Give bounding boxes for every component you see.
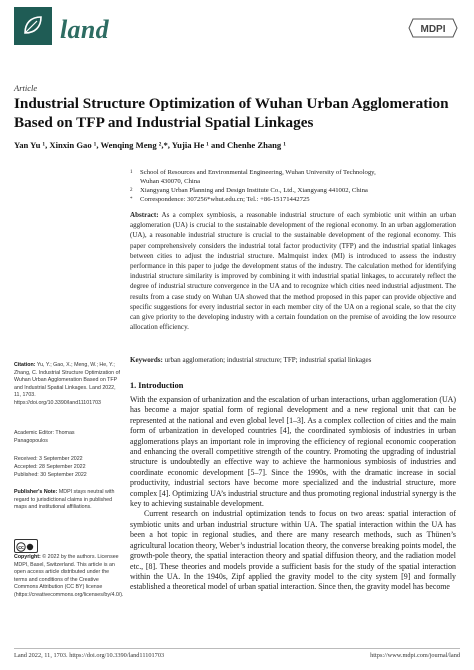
abstract: [130, 210, 456, 332]
mdpi-logo[interactable]: [408, 18, 458, 38]
affiliation-1: 1 School of Resources and Environmental Engineering, Wuhan University of Technology,: [130, 169, 376, 176]
paragraph: Current research on industrial optimization tends to focus on two areas: spatial interaction of symbiotic units and urban industrial structure within UA. The spatial interaction within the UA has been a hot topic in regional studies, and there are many research methods, such as Thünen’s agricultural location theory, Weber’s industrial location theory, the converse breaking points model, the growth-pole theory, the spatial interaction theory and spatial diffusion theory, and the radiation model etc., [8]. These theories and models provide a sufficient basis for the study of the spatial interaction within the UA. In the 1940s, Zipf applied the gravity model to the city system [9] and formally established a theoretical model of urban spatial interaction. Since then, the gravity model has become: [130, 509, 456, 592]
keywords-label: Keywords:: [130, 356, 163, 364]
abstract-text: As a complex symbiosis, a reasonable industrial structure of each symbiotic unit within an urban agglomeration (UA) is crucial to the sustainable development of the regional economy. In an urban agglomeration (UA), a reasonable industrial structure is crucial to the sustainable development of the regional economy. This paper comprehensively considers the industrial total factor productivity (TFP) and the industrial spatial linkages between cities to adjust the industrial structure. Malmquist index (MI) is introduced to assess the industry performance in this paper to judge the development status of the industry. The calculation method for identifying industrial structure similarity is improved by combining it with industrial spatial linkages, to accurately reflect the degree of industrial structure convergence in the UA and to recognize which cities need industrial adjustment. The results from a case study on Wuhan UA showed that the method proposed in this paper can provide objective and specific suggestions for every industrial sector in each member city of the UA on a regional scale, so that the city can give priority to the developing industry with a certain foundation on the premise of avoiding the low resource allocation efficiency.: [130, 211, 456, 332]
svg-text:cc: cc: [18, 545, 24, 552]
article-type: Article: [14, 83, 38, 93]
page-footer: [14, 648, 460, 659]
footer-citation[interactable]: Land 2022, 11, 1703. https://doi.org/10.3390/land11101703: [14, 652, 165, 659]
cc-license-badge[interactable]: [14, 539, 38, 553]
affiliation-1-cont: Wuhan 430070, China: [140, 178, 201, 185]
citation-block: Citation: Yu, Y.; Gao, X.; Meng, W.; He, Y.; Zhang, C. Industrial Structure Optimization of Wuhan Urban Agglomeration Based on TFP and Industrial Spatial Linkages. Land 2022, 11, 1703. https://doi.org/10.3390/land11101703: [14, 362, 120, 406]
paragraph: With the expansion of urbanization and the escalation of urban interactions, urban agglomeration (UA) has become a major spatial form of regional development and a new regional unit that can be represented at the national and even global level [1–3]. As a complex collection of cities and the main form of urbanization in developed countries [4], the coordinated symbiosis of industries in urban agglomerations plays an important role in improving the efficiency of regional economic cooperation and enhancing the overall competitive strength of the country. Promoting the upgrading of industrial structure is undoubtedly an effective way to achieve the harmonious symbiosis of industries and coordinate economic development [5–7]. Since the 1990s, with the dramatic increase in social productivity, industrial sectors have become more specialized and the industrial structure, more complex [4]. Optimizing UA’s industrial structure and thus promoting regional industrial synergy is the key to achieving sustainable development.: [130, 395, 456, 509]
correspondence: * Correspondence: 307256*whut.edu.cn; Tel.: +86-15171442725: [130, 196, 310, 203]
copyright-block: Copyright: © 2022 by the authors. Licensee MDPI, Basel, Switzerland. This article is an open access article distributed under the terms and conditions of the Creative Commons Attribution (CC BY) license (https://creativecommons.org/licenses/by/4.0/).: [14, 554, 124, 598]
academic-editor: Academic Editor: Thomas Panagopoulos: [14, 430, 75, 444]
cc-icon: [15, 541, 37, 553]
author-list: Yan Yu ¹, Xinxin Gao ¹, Wenqing Meng ²,*, Yujia He ¹ and Chenhe Zhang ¹: [14, 140, 286, 150]
section-heading: 1. Introduction: [130, 381, 184, 390]
paper-title: Industrial Structure Optimization of Wuhan Urban Agglomeration Based on TFP and Industrial Spatial Linkages: [14, 95, 449, 131]
leaf-icon: [22, 14, 44, 36]
accepted-date: Accepted: 28 September 2022: [14, 464, 86, 470]
abstract-label: Abstract:: [130, 211, 159, 219]
footer-journal-url[interactable]: https://www.mdpi.com/journal/land: [370, 652, 460, 659]
body-text: [130, 395, 456, 593]
svg-text:MDPI: MDPI: [420, 24, 446, 35]
keywords-text: urban agglomeration; industrial structure; TFP; industrial spatial linkages: [164, 356, 372, 364]
received-date: Received: 3 September 2022: [14, 456, 83, 462]
published-date: Published: 30 September 2022: [14, 472, 87, 478]
affiliation-2: 2 Xiangyang Urban Planning and Design Institute Co., Ltd., Xiangyang 441002, China: [130, 187, 368, 194]
publisher-note: Publisher's Note: MDPI stays neutral with regard to jurisdictional claims in published maps and institutional affiliations.: [14, 489, 115, 511]
journal-name: land: [60, 15, 109, 44]
keywords: [130, 355, 456, 365]
